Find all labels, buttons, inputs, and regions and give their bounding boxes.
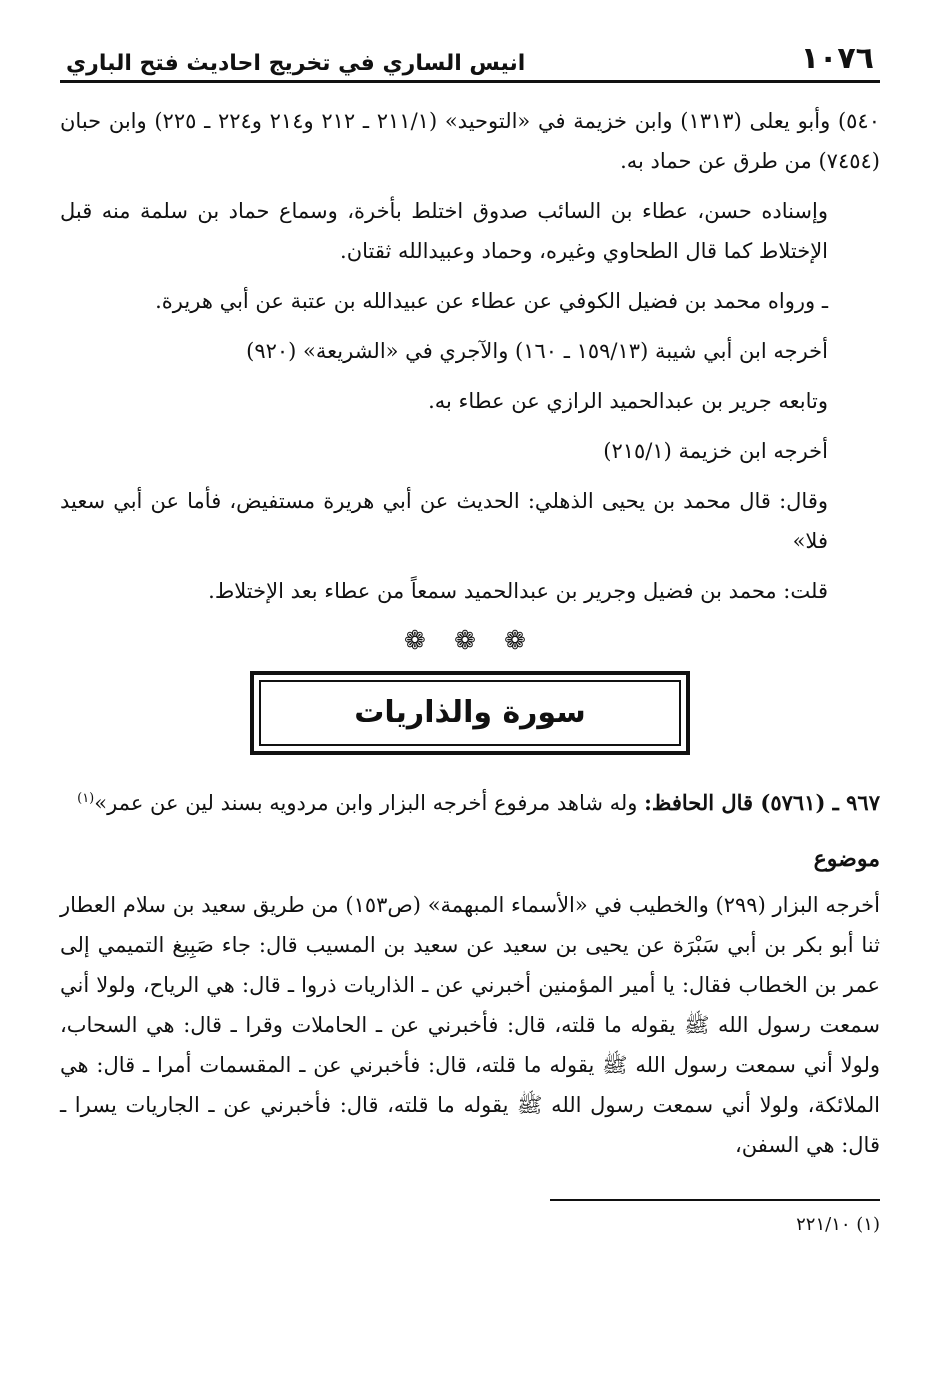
- section-separator: ❁ ❁ ❁: [404, 626, 536, 656]
- footnote-divider: [550, 1199, 880, 1201]
- paragraph-6: أخرجه ابن خزيمة (٢١٥/١): [603, 439, 828, 463]
- page-header: [60, 28, 880, 83]
- paragraph-5: وتابعه جرير بن عبدالحميد الرازي عن عطاء به.: [428, 389, 828, 413]
- section-heading: موضوع: [813, 846, 880, 872]
- long-paragraph: أخرجه البزار (٢٩٩) والخطيب في «الأسماء المبهمة» (ص١٥٣) من طريق سعيد بن سلام العطار ثنا أبو بكر بن أبي سَبْرَة عن يحيى بن سعيد عن سعيد بن المسيب قال: جاء صَبِيغ التميمي إلى عمر بن الخطاب فقال: يا أمير المؤمنين أخبرني عن ـ الذاريات ذروا ـ قال: هي الرياح، ولولا أني سمعت رسول الله ﷺ يقوله ما قلته، قال: فأخبرني عن ـ الحاملات وقرا ـ قال: هي السحاب، ولولا أني سمعت رسول الله ﷺ يقوله ما قلته، قال: فأخبرني عن ـ المقسمات أمرا ـ قال: هي الملائكة، ولولا أني سمعت رسول الله ﷺ يقوله ما قلته، قال: فأخبرني عن ـ الجاريات يسرا ـ قال: هي السفن،: [60, 893, 880, 1157]
- surah-title-frame: [250, 671, 690, 755]
- surah-title: سورة والذاريات: [259, 680, 681, 746]
- book-title: انيس الساري في تخريج احاديث فتح الباري: [66, 51, 526, 76]
- entry-number: ٩٦٧ ـ (٥٧٦١) قال الحافظ:: [644, 790, 880, 815]
- footnote-reference: (١): [77, 791, 95, 806]
- page-body: [60, 101, 880, 1239]
- hadith-entry: [60, 779, 880, 823]
- page-number: ١٠٧٦: [800, 41, 874, 76]
- book-page: [60, 28, 880, 1348]
- paragraph-2: وإسناده حسن، عطاء بن السائب صدوق اختلط بأخرة، وسماع حماد بن سلمة منه قبل الإختلاط كما قال الطحاوي وغيره، وحماد وعبيدالله ثقتان.: [60, 199, 828, 263]
- paragraph-3: ـ ورواه محمد بن فضيل الكوفي عن عطاء عن عبيدالله بن عتبة عن أبي هريرة.: [155, 289, 828, 313]
- entry-text: وله شاهد مرفوع أخرجه البزار وابن مردويه بسند لين عن عمر»: [94, 791, 638, 815]
- paragraph-1: ٥٤٠) وأبو يعلى (١٣١٣) وابن خزيمة في «التوحيد» (٢١١/١ ـ ٢١٢ و٢١٤ و٢٢٤ ـ ٢٢٥) وابن حبان (٧٤٥٤) من طرق عن حماد به.: [60, 109, 880, 173]
- paragraph-4: أخرجه ابن أبي شيبة (١٥٩/١٣ ـ ١٦٠) والآجري في «الشريعة» (٩٢٠): [246, 339, 828, 363]
- paragraph-7: وقال: قال محمد بن يحيى الذهلي: الحديث عن أبي هريرة مستفيض، فأما عن أبي سعيد فلا»: [60, 489, 828, 553]
- paragraph-8: قلت: محمد بن فضيل وجرير بن عبدالحميد سمعاً من عطاء بعد الإختلاط.: [208, 579, 828, 603]
- footnote: (١) ٢٢١/١٠: [796, 1214, 880, 1235]
